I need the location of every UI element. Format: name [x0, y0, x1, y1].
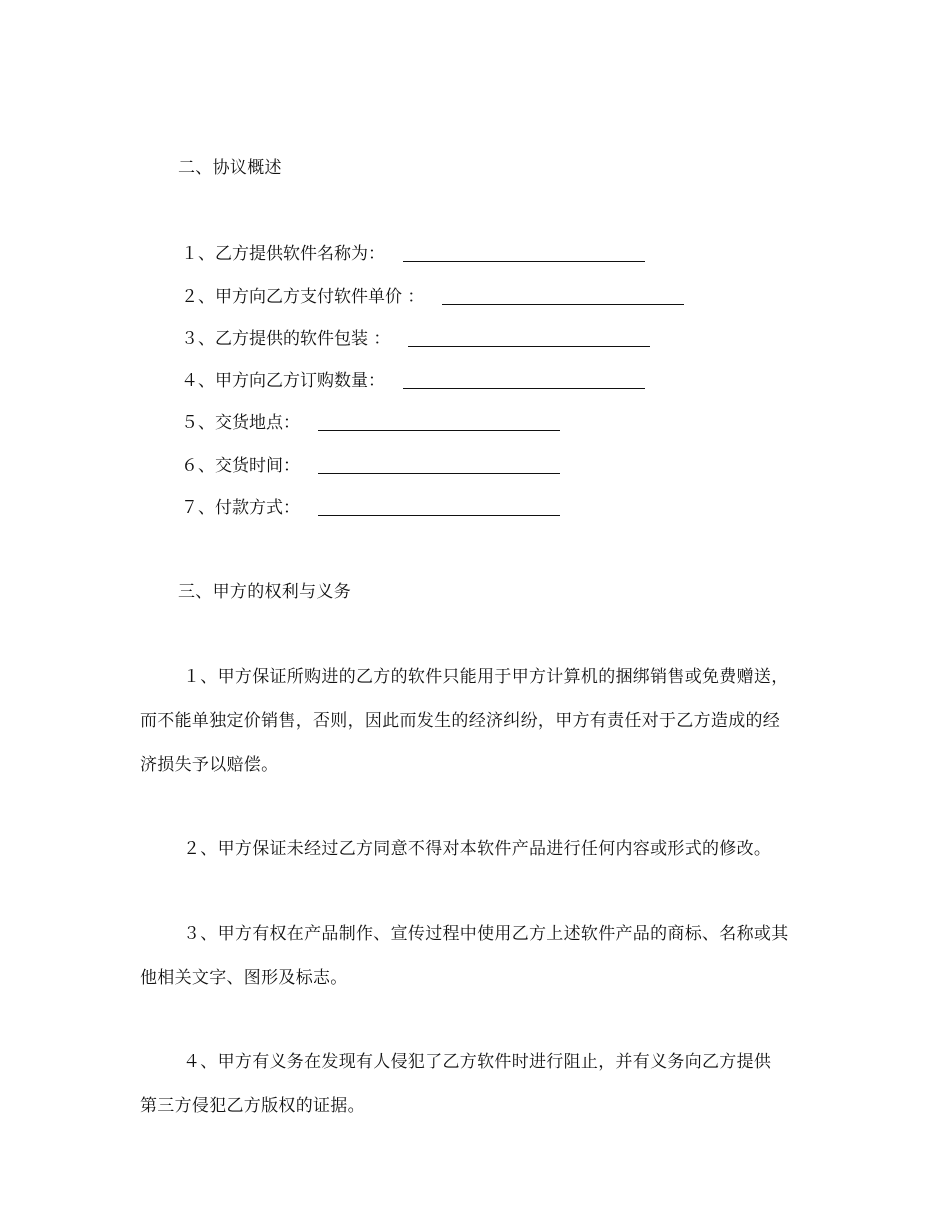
field-label: ５、交货地点： — [181, 413, 300, 433]
field-software-name — [181, 242, 645, 264]
field-delivery-location — [181, 411, 560, 433]
blank-input-line[interactable] — [318, 472, 560, 474]
paragraph-1-line-1: １、甲方保证所购进的乙方的软件只能用于甲方计算机的捆绑销售或免费赠送， — [183, 667, 789, 687]
blank-input-line[interactable] — [408, 345, 650, 347]
paragraph-1-line-3: 济损失予以赔偿。 — [140, 755, 279, 775]
field-order-quantity — [181, 369, 645, 391]
blank-input-line[interactable] — [403, 260, 645, 262]
paragraph-4-line-1: ４、甲方有义务在发现有人侵犯了乙方软件时进行阻止，并有义务向乙方提供 — [183, 1052, 772, 1072]
paragraph-2-line-1: ２、甲方保证未经过乙方同意不得对本软件产品进行任何内容或形式的修改。 — [183, 839, 772, 859]
field-packaging — [181, 327, 650, 349]
paragraph-4-line-2: 第三方侵犯乙方版权的证据。 — [140, 1096, 365, 1116]
field-label: ２、甲方向乙方支付软件单价 ： — [181, 287, 425, 307]
field-label: １、乙方提供软件名称为： — [181, 244, 385, 264]
paragraph-3-line-1: ３、甲方有权在产品制作、宣传过程中使用乙方上述软件产品的商标、名称或其 — [183, 924, 789, 944]
paragraph-1-line-2: 而不能单独定价销售，否则，因此而发生的经济纠纷，甲方有责任对于乙方造成的经 — [140, 711, 781, 731]
section-heading-party-a-rights: 三、甲方的权利与义务 — [178, 582, 351, 602]
section-heading-agreement-overview: 二、协议概述 — [178, 158, 282, 178]
field-label: ４、甲方向乙方订购数量： — [181, 371, 385, 391]
field-label: ７、付款方式： — [181, 498, 300, 518]
blank-input-line[interactable] — [442, 303, 684, 305]
blank-input-line[interactable] — [318, 429, 560, 431]
paragraph-3-line-2: 他相关文字、图形及标志。 — [140, 968, 348, 988]
field-label: ３、乙方提供的软件包装 ： — [181, 329, 391, 349]
field-payment-method — [181, 496, 560, 518]
field-unit-price — [181, 285, 684, 307]
blank-input-line[interactable] — [403, 387, 645, 389]
field-delivery-time — [181, 454, 560, 476]
field-label: ６、交货时间： — [181, 456, 300, 476]
blank-input-line[interactable] — [318, 514, 560, 516]
